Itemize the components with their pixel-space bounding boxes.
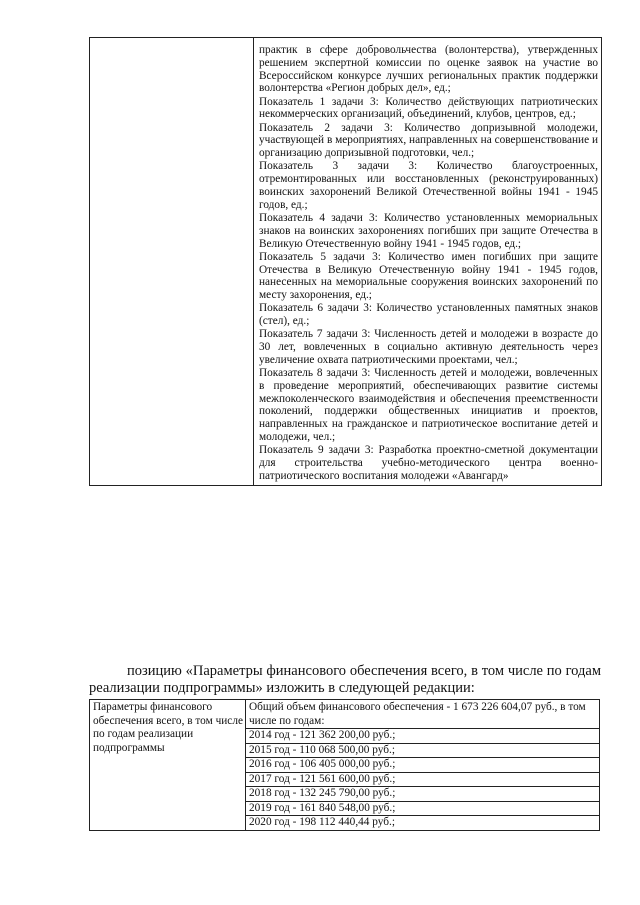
indicator-text: Показатель 2 задачи 3: Количество допризывной молодежи, участвующей в мероприятиях, направленных на совершенствование и организацию допризывной подготовки, чел.;: [259, 121, 598, 160]
indicator-text: Показатель 5 задачи 3: Количество имен погибших при защите Отечества в Великую Отечественную войну 1941 - 1945 годов, нанесенных на мемориальные сооружения воинских захоронений по месту захоронения, ед.;: [259, 250, 598, 302]
finance-year-row: 2019 год - 161 840 548,00 руб.;: [246, 801, 599, 816]
finance-table: [89, 699, 600, 831]
intro-paragraph: позицию «Параметры финансового обеспечения всего, в том числе по годам реализации подпрограммы» изложить в следующей редакции:: [89, 663, 601, 696]
finance-values-cell: [246, 700, 600, 831]
indicator-text: Показатель 1 задачи 3: Количество действующих патриотических некоммерческих организаций, объединений, клубов, центров, ед.;: [259, 95, 598, 121]
indicator-text: Показатель 4 задачи 3: Количество установленных мемориальных знаков на воинских захоронениях погибших при защите Отечества в Великую Отечественную войну 1941 - 1945 годов, ед.;: [259, 211, 598, 250]
finance-year-row: 2014 год - 121 362 200,00 руб.;: [246, 728, 599, 743]
indicator-text: Показатель 8 задачи 3: Численность детей и молодежи, вовлеченных в проведение мероприятий, обеспечивающих развитие системы межпоколенческого взаимодействия и обеспечения преемственности поколений, поддержки общественных инициатив и проектов, направленных на гражданское и патриотическое воспитание детей и молодежи, чел.;: [259, 367, 598, 444]
finance-year-row: 2020 год - 198 112 440,44 руб.;: [246, 815, 599, 830]
indicator-text: Показатель 6 задачи 3: Количество установленных памятных знаков (стел), ед.;: [259, 302, 598, 328]
finance-year-row: 2018 год - 132 245 790,00 руб.;: [246, 786, 599, 801]
finance-label-cell: Параметры финансового обеспечения всего, в том числе по годам реализации подпрограммы: [90, 700, 246, 831]
finance-year-row: 2016 год - 106 405 000,00 руб.;: [246, 757, 599, 772]
indicator-text: Показатель 7 задачи 3: Численность детей и молодежи в возрасте до 30 лет, вовлеченных в социально активную деятельность через увеличение охвата патриотическими проектами, чел.;: [259, 328, 598, 366]
indicators-table-left-cell: [90, 38, 254, 486]
indicators-table: [89, 37, 602, 486]
finance-total: Общий объем финансового обеспечения - 1 673 226 604,07 руб., в том числе по годам:: [249, 701, 586, 727]
indicator-text: Показатель 3 задачи 3: Количество благоустроенных, отремонтированных или восстановленных (реконструированных) воинских захоронений Великой Отечественной войны 1941 - 1945 годов, ед.;: [259, 160, 598, 211]
indicator-text: Показатель 9 задачи 3: Разработка проектно-сметной документации для строительства учебно-методического центра военно-патриотического воспитания молодежи «Авангард»: [259, 444, 598, 482]
finance-year-row: 2015 год - 110 068 500,00 руб.;: [246, 743, 599, 758]
indicators-table-right-cell: [254, 38, 602, 486]
finance-year-row: 2017 год - 121 561 600,00 руб.;: [246, 772, 599, 787]
indicator-text: практик в сфере добровольчества (волонтерства), утвержденных решением экспертной комиссии по оценке заявок на участие во Всероссийском конкурсе лучших региональных практик поддержки волонтерства «Регион добрых дел», ед.;: [259, 44, 598, 95]
